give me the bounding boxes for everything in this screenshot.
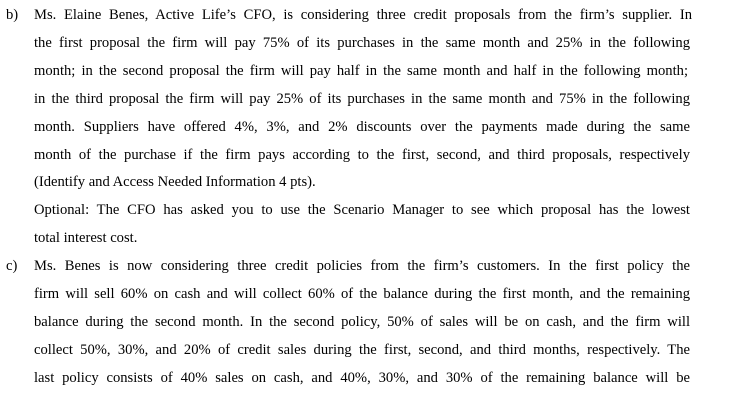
item-marker-b: b) bbox=[6, 7, 19, 23]
text-line: collect 50%, 30%, and 20% of credit sales during the first, second, and third months, respectively. The bbox=[34, 342, 690, 358]
item-marker-c: c) bbox=[6, 258, 18, 274]
text-line: total interest cost. bbox=[34, 230, 138, 246]
text-line: the first proposal the firm will pay 75% of its purchases in the same month and 25% in the following bbox=[34, 35, 690, 51]
text-line: balance during the second month. In the second policy, 50% of sales will be on cash, and the firm will bbox=[34, 314, 690, 330]
text-line: in the third proposal the firm will pay 25% of its purchases in the same month and 75% in the following bbox=[34, 91, 690, 107]
text-line: last policy consists of 40% sales on cash, and 40%, 30%, and 30% of the remaining balance will be bbox=[34, 370, 690, 386]
text-line: Ms. Benes is now considering three credit policies from the firm’s customers. In the first policy the bbox=[34, 258, 690, 274]
text-line: firm will sell 60% on cash and will collect 60% of the balance during the first month, and the remaining bbox=[34, 286, 690, 302]
text-line: month of the purchase if the firm pays according to the first, second, and third proposals, respectively bbox=[34, 147, 690, 163]
text-line: Ms. Elaine Benes, Active Life’s CFO, is considering three credit proposals from the firm’s supplier. In bbox=[34, 7, 692, 23]
text-line: month. Suppliers have offered 4%, 3%, and 2% discounts over the payments made during the same bbox=[34, 119, 690, 135]
text-line: (Identify and Access Needed Information 4 pts). bbox=[34, 174, 316, 190]
text-line: month; in the second proposal the firm will pay half in the same month and half in the following month; bbox=[34, 63, 688, 79]
text-line: Optional: The CFO has asked you to use the Scenario Manager to see which proposal has the lowest bbox=[34, 202, 690, 218]
